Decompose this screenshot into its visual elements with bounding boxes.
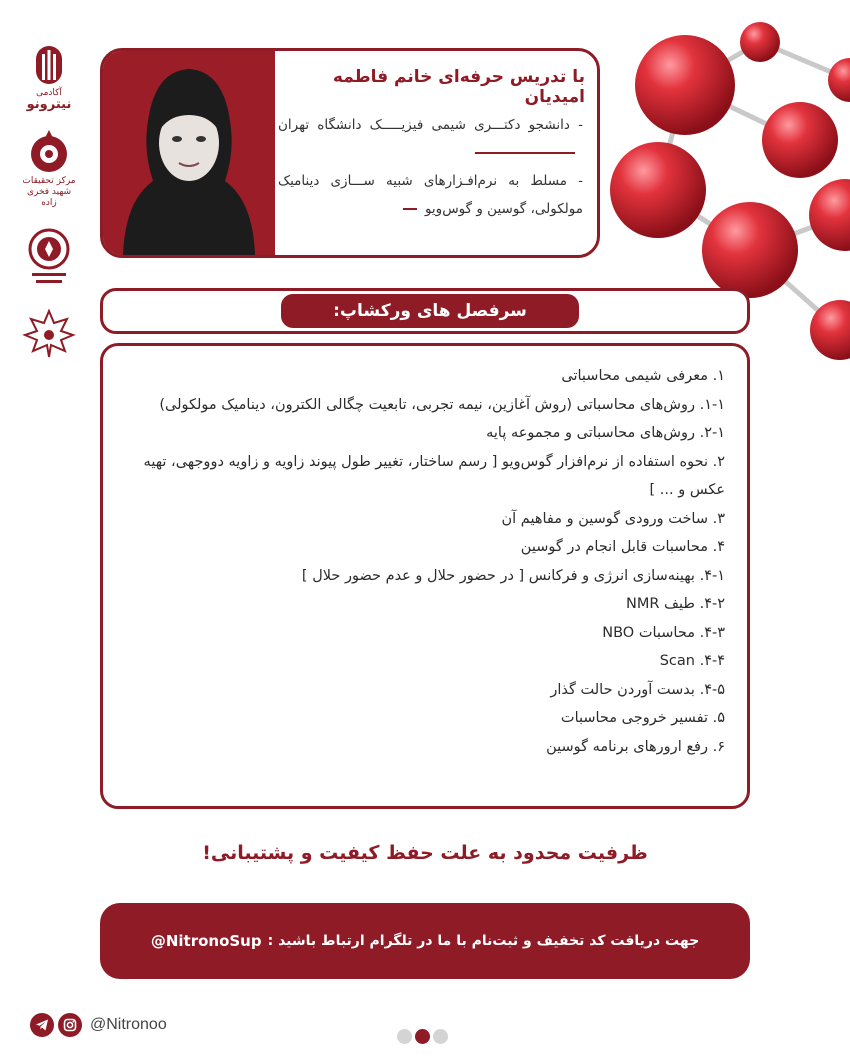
topics-list: [125, 362, 725, 761]
topic-item: ۳. ساخت ورودی گوسین و مفاهیم آن: [501, 510, 725, 527]
instructor-title: با تدریس حرفه‌ای خانم فاطمه امیدیان: [332, 67, 585, 107]
academy-name-line1: آکادمی: [36, 88, 62, 98]
telegram-icon[interactable]: [30, 1013, 54, 1037]
page-dot[interactable]: [397, 1029, 412, 1044]
instructor-photo: [103, 51, 275, 255]
topic-item: ۴-۳. محاسبات NBO: [602, 624, 725, 641]
capacity-notice: ظرفیت محدود به علت حفظ کیفیت و پشتیبانی!: [202, 842, 648, 864]
research-center-logo: [18, 128, 80, 209]
topic-item: ۵. تفسیر خروجی محاسبات: [560, 710, 725, 726]
partner-logos: [18, 40, 80, 379]
telegram-cta-banner[interactable]: [100, 903, 750, 979]
center-name-line2: شهید فخری زاده: [26, 187, 72, 208]
section-heading-bar: [100, 288, 750, 334]
bio-skills-text: - مسلط به نرم‌افـزارهای شبیه ســـازی دینامیک مولکولی، گوسین و گوس‌ویو: [278, 173, 583, 217]
page-dot-active[interactable]: [415, 1029, 430, 1044]
topic-item: ۲-۱. روش‌های محاسباتی و مجموعه پایه: [486, 425, 725, 441]
gear-emblem-icon: [27, 128, 71, 176]
topics-box: [100, 343, 750, 809]
molecule-decoration: [600, 0, 850, 400]
telegram-plane-icon: [35, 1018, 49, 1032]
foundation-seal-logo: [18, 227, 80, 289]
cta-text: جهت دریافت کد تخفیف و ثبت‌نام با ما در تلگرام ارتباط باشید :: [267, 933, 700, 949]
topic-item: ۴-۱. بهینه‌سازی انرژی و فرکانس [ در حضور حلال و عدم حضور حلال ]: [301, 567, 725, 584]
academy-building-icon: [32, 40, 66, 88]
topic-item: ۶. رفع ارورهای برنامه گوسین: [546, 738, 725, 755]
decor-underline-short: [403, 208, 417, 210]
social-links: [30, 1013, 167, 1037]
section-heading: سرفصل های ورکشاپ:: [281, 294, 579, 328]
portrait-image: [103, 51, 275, 255]
page-dot[interactable]: [433, 1029, 448, 1044]
bio-line-education: [278, 111, 583, 167]
topic-item: ۱. معرفی شیمی محاسباتی: [561, 368, 725, 384]
topic-item: ۲. نحوه استفاده از نرم‌افزار گوس‌ویو [ رسم ساختار، تغییر طول پیوند زاویه و زاویه دووجهی، تهیه عکس و ... ]: [143, 453, 725, 498]
topic-item: ۴-۲. طیف NMR: [625, 596, 725, 612]
instagram-camera-icon: [63, 1018, 77, 1032]
nitrono-academy-logo: [18, 40, 80, 110]
academy-name-line2: نیترونو: [26, 97, 72, 112]
bio-education-text: - دانشجو دکتـــری شیمی فیزیـــــک دانشگاه تهران: [278, 117, 583, 133]
instructor-card: [100, 48, 600, 258]
leaf-icon: [21, 307, 77, 361]
seal-icon: [26, 227, 72, 289]
bio-line-skills: [278, 167, 583, 223]
topic-item: ۱-۱. روش‌های محاسباتی (روش آغازین، نیمه تجربی، تابعیت چگالی الکترون، دینامیک مولکولی): [159, 396, 725, 413]
instagram-handle[interactable]: @Nitronoo: [90, 1016, 167, 1033]
decor-underline: [475, 152, 575, 154]
telegram-support-handle[interactable]: @NitronoSup: [150, 932, 262, 950]
center-name-line1: مرکز تحقیقات: [22, 176, 76, 186]
topic-item: ۴-۴. Scan: [659, 653, 725, 669]
instructor-bio: [278, 111, 583, 223]
topic-item: ۴. محاسبات قابل انجام در گوسین: [520, 539, 725, 555]
instagram-icon[interactable]: [58, 1013, 82, 1037]
page-indicator: [397, 1029, 451, 1044]
molecule-graphic: [600, 0, 850, 400]
topic-item: ۴-۵. بدست آوردن حالت گذار: [550, 681, 725, 698]
maple-leaf-logo: [18, 307, 80, 361]
